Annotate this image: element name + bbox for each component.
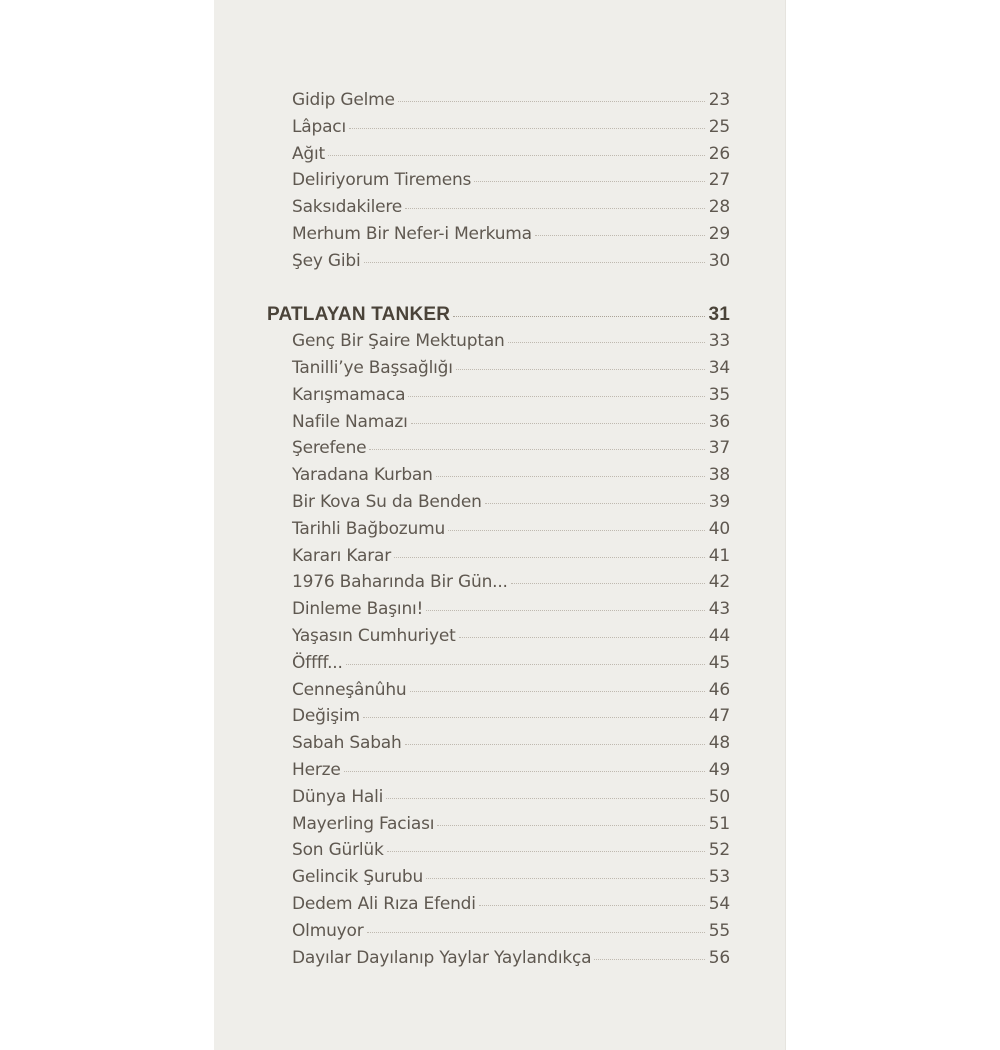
toc-entry-page-number: 28 bbox=[708, 197, 730, 218]
dot-leader bbox=[328, 155, 705, 156]
toc-entry bbox=[292, 867, 730, 893]
dot-leader bbox=[405, 208, 705, 209]
dot-leader bbox=[386, 798, 705, 799]
dot-leader bbox=[405, 744, 705, 745]
toc-entry-title: Dedem Ali Rıza Efendi bbox=[292, 894, 476, 914]
toc-entry-title: Öffff... bbox=[292, 652, 343, 673]
toc-entry-title: Mayerling Faciası bbox=[292, 813, 435, 834]
dot-leader bbox=[474, 181, 705, 182]
toc-entry-page-number: 35 bbox=[708, 384, 730, 405]
dot-leader bbox=[411, 423, 705, 424]
toc-entry-title: Yaşasın Cumhuriyet bbox=[292, 626, 456, 646]
toc-entry bbox=[292, 760, 730, 786]
toc-entry bbox=[292, 680, 730, 706]
toc-entry bbox=[292, 170, 730, 196]
toc-entry-page-number: 45 bbox=[708, 652, 730, 673]
toc-entry-title: Yaradana Kurban bbox=[292, 465, 433, 486]
toc-entry bbox=[292, 197, 730, 223]
toc-entry-title: Dünya Hali bbox=[292, 786, 384, 807]
toc-entry-title: Karışmamaca bbox=[292, 384, 406, 405]
toc-entry-title: Sabah Sabah bbox=[292, 733, 402, 754]
toc-entry-page-number: 53 bbox=[708, 867, 730, 888]
toc-entry-title: Tanilli’ye Başsağlığı bbox=[292, 358, 453, 378]
book-page bbox=[214, 0, 786, 1050]
toc-entry-page-number: 29 bbox=[708, 224, 730, 244]
toc-entry bbox=[292, 438, 730, 464]
dot-leader bbox=[456, 369, 705, 370]
toc-entry-title: Gidip Gelme bbox=[292, 90, 395, 110]
toc-entry bbox=[292, 90, 730, 116]
toc-entry bbox=[292, 331, 730, 357]
dot-leader bbox=[453, 316, 705, 317]
toc-entry-page-number: 47 bbox=[708, 706, 730, 727]
toc-entry bbox=[292, 358, 730, 384]
toc-entry-page-number: 54 bbox=[708, 894, 730, 914]
toc-entry bbox=[292, 706, 730, 732]
toc-entry-page-number: 30 bbox=[708, 250, 730, 271]
dot-leader bbox=[508, 342, 705, 343]
toc-entry bbox=[292, 894, 730, 920]
toc-entry bbox=[292, 653, 730, 679]
dot-leader bbox=[426, 610, 705, 611]
dot-leader bbox=[363, 717, 705, 718]
toc-entry bbox=[292, 519, 730, 545]
dot-leader bbox=[459, 637, 705, 638]
dot-leader bbox=[408, 396, 705, 397]
dot-leader bbox=[436, 476, 705, 477]
toc-entry-page-number: 37 bbox=[708, 438, 730, 459]
dot-leader bbox=[594, 959, 705, 960]
toc-entry-page-number: 34 bbox=[708, 358, 730, 378]
dot-leader bbox=[394, 557, 705, 558]
toc-entry bbox=[292, 546, 730, 572]
dot-leader bbox=[479, 905, 705, 906]
toc-entry-title: Şey Gibi bbox=[292, 250, 361, 271]
toc-entry bbox=[292, 840, 730, 866]
toc-entry bbox=[292, 251, 730, 277]
dot-leader bbox=[349, 128, 705, 129]
toc-entry-title: Gelincik Şurubu bbox=[292, 867, 424, 888]
toc-entry-page-number: 49 bbox=[708, 760, 730, 780]
toc-entry-title: Genç Bir Şaire Mektuptan bbox=[292, 331, 505, 352]
dot-leader bbox=[367, 932, 706, 933]
dot-leader bbox=[410, 691, 705, 692]
dot-leader bbox=[448, 530, 705, 531]
dot-leader bbox=[344, 771, 705, 772]
dot-leader bbox=[387, 851, 705, 852]
toc-entry bbox=[292, 465, 730, 491]
toc-entry bbox=[292, 921, 730, 947]
toc-entry bbox=[292, 572, 730, 598]
toc-entry-title: Dinleme Başını! bbox=[292, 599, 424, 620]
toc-entry-page-number: 41 bbox=[708, 545, 730, 566]
toc-entry bbox=[292, 144, 730, 170]
toc-entry bbox=[292, 787, 730, 813]
toc-entry-page-number: 56 bbox=[708, 947, 730, 968]
dot-leader bbox=[398, 101, 705, 102]
toc-entry-title: Kararı Karar bbox=[292, 545, 392, 566]
toc-entry-page-number: 43 bbox=[708, 599, 730, 620]
toc-entry-title: Değişim bbox=[292, 706, 360, 727]
toc-entry bbox=[292, 117, 730, 143]
toc-entry-page-number: 48 bbox=[708, 733, 730, 754]
toc-entry-title: Bir Kova Su da Benden bbox=[292, 492, 482, 512]
toc-entry-page-number: 39 bbox=[708, 492, 730, 512]
toc-entry-title: Cenneşânûhu bbox=[292, 679, 407, 700]
toc-section-title: PATLAYAN TANKER bbox=[267, 304, 451, 326]
toc-entry-page-number: 40 bbox=[708, 518, 730, 539]
toc-entry-page-number: 25 bbox=[708, 116, 730, 137]
toc-entry-title: Nafile Namazı bbox=[292, 411, 408, 432]
toc-entry-page-number: 46 bbox=[708, 679, 730, 700]
toc-entry-title: Ağıt bbox=[292, 143, 326, 164]
toc-entry bbox=[292, 412, 730, 438]
toc-section-heading bbox=[267, 304, 730, 330]
toc-entry-page-number: 38 bbox=[708, 465, 730, 486]
toc-entry-title: 1976 Baharında Bir Gün... bbox=[292, 572, 508, 593]
dot-leader bbox=[346, 664, 705, 665]
toc-entry bbox=[292, 385, 730, 411]
toc-entry-page-number: 26 bbox=[708, 143, 730, 164]
toc-entry-page-number: 52 bbox=[708, 840, 730, 861]
table-of-contents bbox=[214, 0, 786, 1050]
toc-entry bbox=[292, 224, 730, 250]
toc-entry-title: Tarihli Bağbozumu bbox=[292, 518, 446, 539]
toc-entry-page-number: 33 bbox=[708, 331, 730, 352]
toc-entry bbox=[292, 626, 730, 652]
dot-leader bbox=[364, 262, 705, 263]
toc-entry-page-number: 23 bbox=[708, 90, 730, 110]
toc-entry-title: Şerefene bbox=[292, 438, 367, 459]
dot-leader bbox=[426, 878, 705, 879]
toc-entry-page-number: 44 bbox=[708, 626, 730, 646]
toc-entry-page-number: 50 bbox=[708, 786, 730, 807]
toc-entry-page-number: 55 bbox=[708, 920, 730, 941]
dot-leader bbox=[511, 583, 705, 584]
toc-entry bbox=[292, 814, 730, 840]
toc-entry-title: Deliriyorum Tiremens bbox=[292, 170, 472, 191]
toc-section-page-number: 31 bbox=[708, 304, 730, 326]
toc-entry-page-number: 36 bbox=[708, 411, 730, 432]
toc-entry-title: Dayılar Dayılanıp Yaylar Yaylandıkça bbox=[292, 947, 592, 968]
toc-entry bbox=[292, 733, 730, 759]
toc-entry bbox=[292, 492, 730, 518]
toc-entry-title: Herze bbox=[292, 760, 341, 780]
dot-leader bbox=[485, 503, 705, 504]
toc-entry-page-number: 51 bbox=[708, 813, 730, 834]
toc-entry-title: Lâpacı bbox=[292, 116, 346, 137]
toc-entry bbox=[292, 599, 730, 625]
toc-entry-title: Saksıdakilere bbox=[292, 197, 403, 218]
toc-entry-title: Son Gürlük bbox=[292, 840, 384, 861]
toc-entry-page-number: 42 bbox=[708, 572, 730, 593]
dot-leader bbox=[535, 235, 705, 236]
dot-leader bbox=[369, 449, 705, 450]
toc-entry-title: Merhum Bir Nefer-i Merkuma bbox=[292, 224, 532, 244]
toc-entry bbox=[292, 948, 730, 974]
toc-entry-page-number: 27 bbox=[708, 170, 730, 191]
dot-leader bbox=[437, 825, 705, 826]
toc-entry-title: Olmuyor bbox=[292, 920, 364, 941]
